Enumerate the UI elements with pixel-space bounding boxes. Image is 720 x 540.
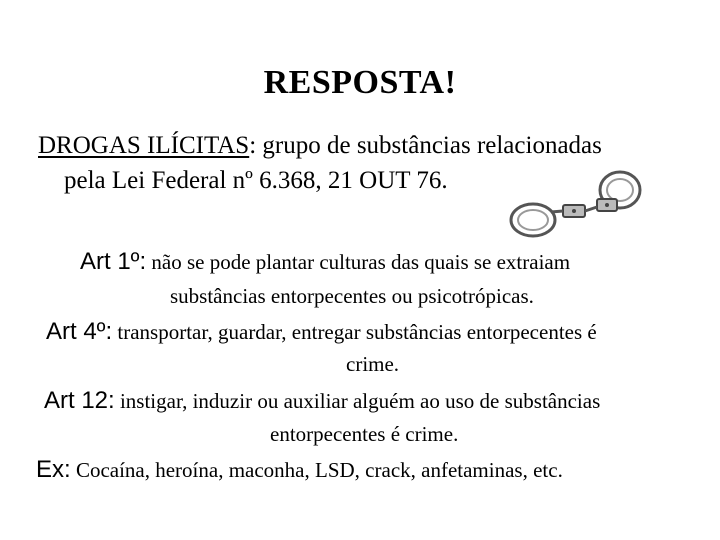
article-1-continuation: substâncias entorpecentes ou psicotrópicas. <box>170 284 534 308</box>
article-12-label: Art 12: <box>44 387 115 414</box>
handcuffs-icon <box>505 165 645 245</box>
definition-line-1 <box>38 132 602 160</box>
slide-title: RESPOSTA! <box>263 64 457 101</box>
definition-text: : grupo de substâncias relacionadas <box>249 132 602 159</box>
article-12-continuation: entorpecentes é crime. <box>270 422 459 446</box>
definition-term: DROGAS ILÍCITAS <box>38 132 250 159</box>
article-1 <box>80 248 570 276</box>
article-12-text: instigar, induzir ou auxiliar alguém ao uso de substâncias <box>114 389 601 413</box>
examples-text: Cocaína, heroína, maconha, LSD, crack, anfetaminas, etc. <box>70 458 563 482</box>
definition-line-2: pela Lei Federal nº 6.368, 21 OUT 76. <box>64 167 448 194</box>
article-1-text: não se pode plantar culturas das quais se extraiam <box>146 250 571 274</box>
article-12 <box>44 387 600 415</box>
examples-line <box>36 456 563 484</box>
article-4-text: transportar, guardar, entregar substâncias entorpecentes é <box>112 320 597 344</box>
examples-label: Ex: <box>36 456 71 483</box>
article-4 <box>46 318 597 346</box>
article-4-continuation: crime. <box>346 352 400 376</box>
article-4-label: Art 4º: <box>46 318 113 345</box>
article-1-label: Art 1º: <box>80 248 147 275</box>
